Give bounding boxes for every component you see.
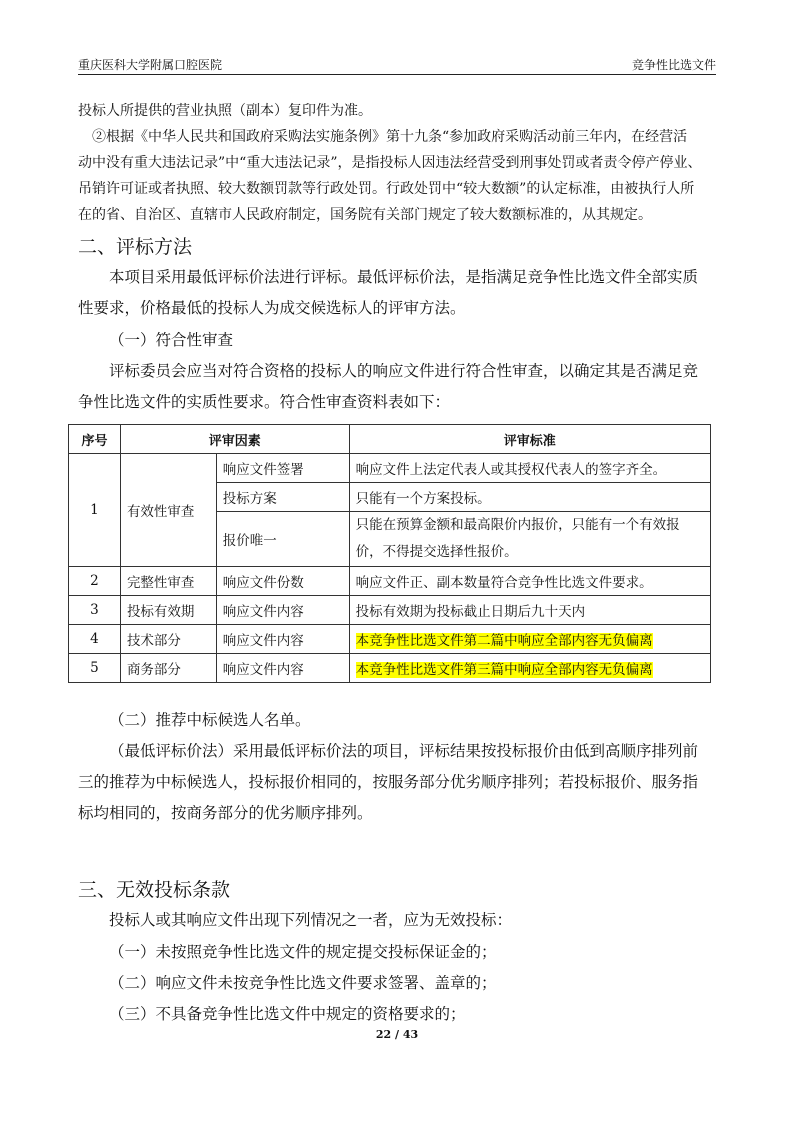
section2-sub2: （二）推荐中标候选人名单。 (109, 711, 311, 729)
section2-sub1-text-1: 争性比选文件的实质性要求。符合性审查资料表如下： (78, 393, 451, 411)
table-header-row (69, 425, 711, 454)
row-category: 技术部分 (120, 625, 216, 654)
col-standard: 评审标准 (349, 425, 710, 454)
section2-sub1: （一）符合性审查 (109, 331, 234, 349)
row-item: 投标方案 (216, 483, 349, 512)
row-category: 完整性审查 (120, 567, 216, 596)
row-item: 报价唯一 (216, 512, 349, 567)
section3-line-1: （一）未按照竞争性比选文件的规定提交投标保证金的； (109, 943, 497, 961)
section3-line-2: （二）响应文件未按竞争性比选文件要求签署、盖章的； (109, 974, 497, 992)
section3-heading: 三、无效投标条款 (78, 879, 231, 901)
highlighted-text: 本竞争性比选文件第三篇中响应全部内容无负偏离 (355, 662, 653, 678)
row-standard: 投标有效期为投标截止日期后九十天内 (349, 596, 710, 625)
page-number: 22 / 43 (375, 1028, 419, 1041)
row-no: 4 (69, 625, 121, 654)
table-row (69, 567, 711, 596)
row-category: 有效性审查 (120, 454, 216, 567)
para-top-2: 动中没有重大违法记录”中“重大违法记录”，是指投标人因违法经营受到刑事处罚或者责令停产停业、 (78, 155, 702, 171)
row-standard-line1: 只能在预算金额和最高限价内报价，只能有一个有效报 (355, 517, 680, 533)
section2-sub2-text-0: （最低评标价法）采用最低评标价法的项目，评标结果按投标报价由低到高顺序排列前 (109, 742, 699, 760)
row-no: 1 (69, 454, 121, 567)
para-top-0: 投标人所提供的营业执照（副本）复印件为准。 (78, 103, 372, 119)
row-item: 响应文件份数 (216, 567, 349, 596)
row-standard-line2: 价，不得提交选择性报价。 (355, 544, 518, 560)
section2-intro-1: 性要求，价格最低的投标人为成交候选标人的评审方法。 (78, 299, 466, 317)
row-item: 响应文件内容 (216, 654, 349, 683)
table-row (69, 625, 711, 654)
section2-sub2-text-1: 三的推荐为中标候选人，投标报价相同的，按服务部分优劣顺序排列；若投标报价、服务指 (78, 773, 699, 791)
section3-line-3: （三）不具备竞争性比选文件中规定的资格要求的； (109, 1005, 466, 1023)
row-standard-highlight (349, 625, 710, 654)
header-doc-title: 竞争性比选文件 (631, 58, 716, 72)
section2-heading: 二、评标方法 (78, 236, 193, 258)
page-header (78, 50, 716, 75)
row-standard-highlight (349, 654, 710, 683)
table-row (69, 454, 711, 483)
section2-sub1-text-0: 评标委员会应当对符合资格的投标人的响应文件进行符合性审查，以确定其是否满足竞 (109, 362, 699, 380)
row-no: 3 (69, 596, 121, 625)
highlighted-text: 本竞争性比选文件第二篇中响应全部内容无负偏离 (355, 633, 653, 649)
section2-sub2-text-2: 标均相同的，按商务部分的优劣顺序排列。 (78, 804, 373, 822)
table-row (69, 596, 711, 625)
row-category: 投标有效期 (120, 596, 216, 625)
col-no: 序号 (69, 425, 121, 454)
row-item: 响应文件内容 (216, 625, 349, 654)
para-top-1: ②根据《中华人民共和国政府采购法实施条例》第十九条“参加政府采购活动前三年内，在经营活 (92, 129, 688, 145)
table-row (69, 654, 711, 683)
row-standard: 只能有一个方案投标。 (349, 483, 710, 512)
para-top-4: 在的省、自治区、直辖市人民政府制定，国务院有关部门规定了较大数额标准的，从其规定。 (78, 207, 652, 223)
compliance-table (68, 424, 711, 683)
row-standard-multiline (349, 512, 710, 567)
row-category: 商务部分 (120, 654, 216, 683)
header-org: 重庆医科大学附属口腔医院 (78, 58, 223, 72)
section2-intro-0: 本项目采用最低评标价法进行评标。最低评标价法，是指满足竞争性比选文件全部实质 (109, 268, 699, 286)
row-standard: 响应文件上法定代表人或其授权代表人的签字齐全。 (349, 454, 710, 483)
section3-line-0: 投标人或其响应文件出现下列情况之一者，应为无效投标： (109, 911, 513, 929)
row-no: 2 (69, 567, 121, 596)
row-no: 5 (69, 654, 121, 683)
row-standard: 响应文件正、副本数量符合竞争性比选文件要求。 (349, 567, 710, 596)
para-top-3: 吊销许可证或者执照、较大数额罚款等行政处罚。行政处罚中“较大数额”的认定标准，由被执行人所 (78, 181, 695, 197)
row-item: 响应文件签署 (216, 454, 349, 483)
col-factor: 评审因素 (120, 425, 349, 454)
row-item: 响应文件内容 (216, 596, 349, 625)
